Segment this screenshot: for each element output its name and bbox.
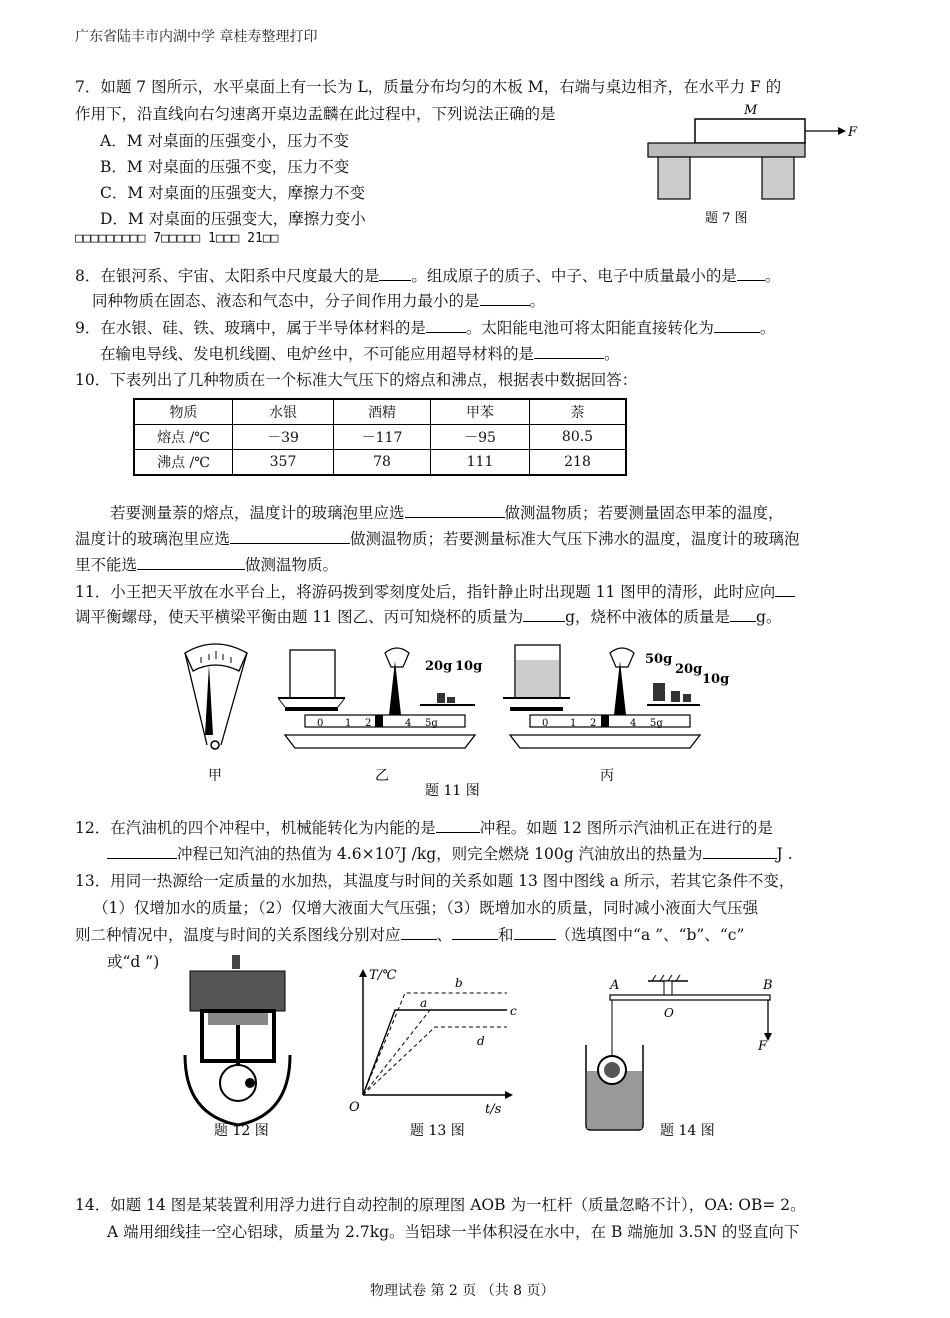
svg-text:b: b <box>455 976 463 990</box>
table-row: 沸点 /℃ 357 78 111 218 <box>134 450 626 476</box>
q9-line1: 9．在水银、硅、铁、玻璃中，属于半导体材料的是 。太阳能电池可将太阳能直接转化为 。 <box>75 319 776 337</box>
q7-fig-caption: 题 7 图 <box>705 211 748 226</box>
svg-text:5g: 5g <box>425 718 438 729</box>
q14-lever-figure <box>580 975 795 1145</box>
svg-text:a: a <box>420 996 428 1010</box>
q13-graph-figure <box>335 965 535 1140</box>
q7-fig-f: F <box>848 125 858 140</box>
q10-p2: 温度计的玻璃泡里应选 做测温物质；若要测量标准大气压下沸水的温度，温度计的玻璃泡 <box>75 530 800 548</box>
svg-text:O: O <box>349 1100 360 1115</box>
fig-label-bing: 丙 <box>600 768 614 784</box>
svg-text:2: 2 <box>590 718 597 729</box>
svg-text:0: 0 <box>317 718 324 729</box>
fig-label-jia: 甲 <box>208 768 222 784</box>
pointer-dial <box>185 644 247 784</box>
q11-line1: 11．小王把天平放在水平台上，将游码拨到零刻度处后，指针静止时出现题 11 图甲的清形，此时应向 <box>75 582 795 602</box>
q12-fig-caption: 题 12 图 <box>214 1123 269 1139</box>
svg-text:d: d <box>477 1034 485 1048</box>
svg-text:O: O <box>664 1006 674 1020</box>
svg-text:1: 1 <box>570 718 577 729</box>
page-footer: 物理试卷 第 2 页 （共 8 页） <box>370 1283 555 1299</box>
balance-yi <box>278 648 482 784</box>
fig-label-yi: 乙 <box>375 768 389 784</box>
q13-line2: （1）仅增加水的质量；（2）仅增大液面大气压强；（3）既增加水的质量，同时减小液面大气压强 <box>93 899 759 917</box>
graph-line-c <box>363 1010 507 1095</box>
q7-figure <box>640 100 875 235</box>
q10-p1: 若要测量萘的熔点，温度计的玻璃泡里应选 做测温物质；若要测量固态甲苯的温度， <box>110 504 784 522</box>
q8-line2: 同种物质在固态、液态和气态中，分子间作用力最小的是 。 <box>92 292 546 310</box>
svg-text:B: B <box>763 978 773 993</box>
svg-text:T/℃: T/℃ <box>369 968 397 983</box>
svg-text:4: 4 <box>630 718 637 729</box>
svg-text:1: 1 <box>345 718 352 729</box>
svg-text:20g: 20g <box>675 662 703 677</box>
table-row: 熔点 /℃ －39 －117 －95 80.5 <box>134 425 626 450</box>
svg-text:c: c <box>510 1004 517 1018</box>
q7-option-c: C．M 对桌面的压强变大，摩擦力不变 <box>100 184 366 202</box>
table-header: 酒精 <box>334 399 431 425</box>
q14-line1: 14．如题 14 图是某装置利用浮力进行自动控制的原理图 AOB 为一杠杆（质量忽略不计），OA: OB= 2。 <box>75 1196 806 1214</box>
svg-text:A: A <box>610 978 620 993</box>
q8-line1: 8．在银河系、宇宙、太阳系中尺度最大的是 。组成原子的质子、中子、电子中质量最小的是 。 <box>75 267 781 285</box>
svg-text:t/s: t/s <box>485 1102 502 1117</box>
svg-text:4: 4 <box>405 718 412 729</box>
q14-fig-caption: 题 14 图 <box>660 1123 715 1139</box>
q10-table <box>133 398 627 476</box>
q14-line2: A 端用细线挂一空心铝球，质量为 2.7kg。当铝球一半体积浸在水中，在 B 端施加 3.5N 的竖直向下 <box>107 1223 800 1241</box>
q11-fig-caption: 题 11 图 <box>425 783 480 799</box>
svg-text:0: 0 <box>542 718 549 729</box>
svg-text:10g: 10g <box>455 659 483 674</box>
svg-text:10g: 10g <box>702 672 730 687</box>
q7-line2: 作用下，沿直线向右匀速离开桌边盂麟在此过程中，下列说法正确的是 <box>75 105 556 123</box>
garbled-line: □□□□□□□□□ 7□□□□□ 1□□□ 21□□ <box>75 231 279 246</box>
q10-p3: 里不能选 做测温物质。 <box>75 556 339 574</box>
svg-text:F: F <box>758 1039 768 1054</box>
q12-line1: 12．在汽油机的四个冲程中，机械能转化为内能的是 冲程。如题 12 图所示汽油机正在进行的是 <box>75 819 773 837</box>
q7-option-a: A．M 对桌面的压强变小，压力不变 <box>100 132 349 150</box>
q7-option-b: B．M 对桌面的压强不变，压力不变 <box>100 158 350 176</box>
svg-text:50g: 50g <box>645 652 673 667</box>
q10-intro: 10．下表列出了几种物质在一个标准大气压下的熔点和沸点，根据表中数据回答： <box>75 371 638 389</box>
svg-text:5g: 5g <box>650 718 663 729</box>
balance-bing <box>503 645 729 784</box>
q9-line2: 在输电导线、发电机线圈、电炉丝中，不可能应用超导材料的是 。 <box>100 345 620 363</box>
q7-option-d: D．M 对桌面的压强变大，摩擦力变小 <box>100 210 366 228</box>
q11-figure <box>175 635 735 800</box>
table-header: 物质 <box>134 399 233 425</box>
svg-text:2: 2 <box>365 718 372 729</box>
q13-line4: 或“d ”) <box>107 953 160 971</box>
q13-line3: 则二种情况中，温度与时间的关系图线分别对应 、 和 （选填图中“a ”、“b”、“c” <box>75 926 745 944</box>
q7-fig-m: M <box>744 103 758 118</box>
q12-line2: 冲程已知汽油的热值为 4.6×10⁷J /kg，则完全燃烧 100g 汽油放出的热量为 J . <box>107 844 793 864</box>
q12-engine-figure <box>180 955 295 1140</box>
table-header: 水银 <box>233 399 334 425</box>
graph-line-b <box>363 993 507 1095</box>
q11-line2: 调平衡螺母，使天平横梁平衡由题 11 图乙、丙可知烧杯的质量为 g，烧杯中液体的质量是 g。 <box>75 608 782 626</box>
q7-line1: 7．如题 7 图所示，水平桌面上有一长为 L，质量分布均匀的木板 M，右端与桌边相齐，在水平力 F 的 <box>75 78 782 96</box>
table-header: 萘 <box>530 399 627 425</box>
page-header: 广东省陆丰市内湖中学 章桂寿整理打印 <box>75 29 318 45</box>
q13-fig-caption: 题 13 图 <box>410 1123 465 1139</box>
svg-text:20g: 20g <box>425 659 453 674</box>
table-header: 甲苯 <box>431 399 530 425</box>
graph-line-a <box>363 1010 507 1095</box>
q13-line1: 13．用同一热源给一定质量的水加热，其温度与时间的关系如题 13 图中图线 a 所示，若其它条件不变， <box>75 872 795 890</box>
